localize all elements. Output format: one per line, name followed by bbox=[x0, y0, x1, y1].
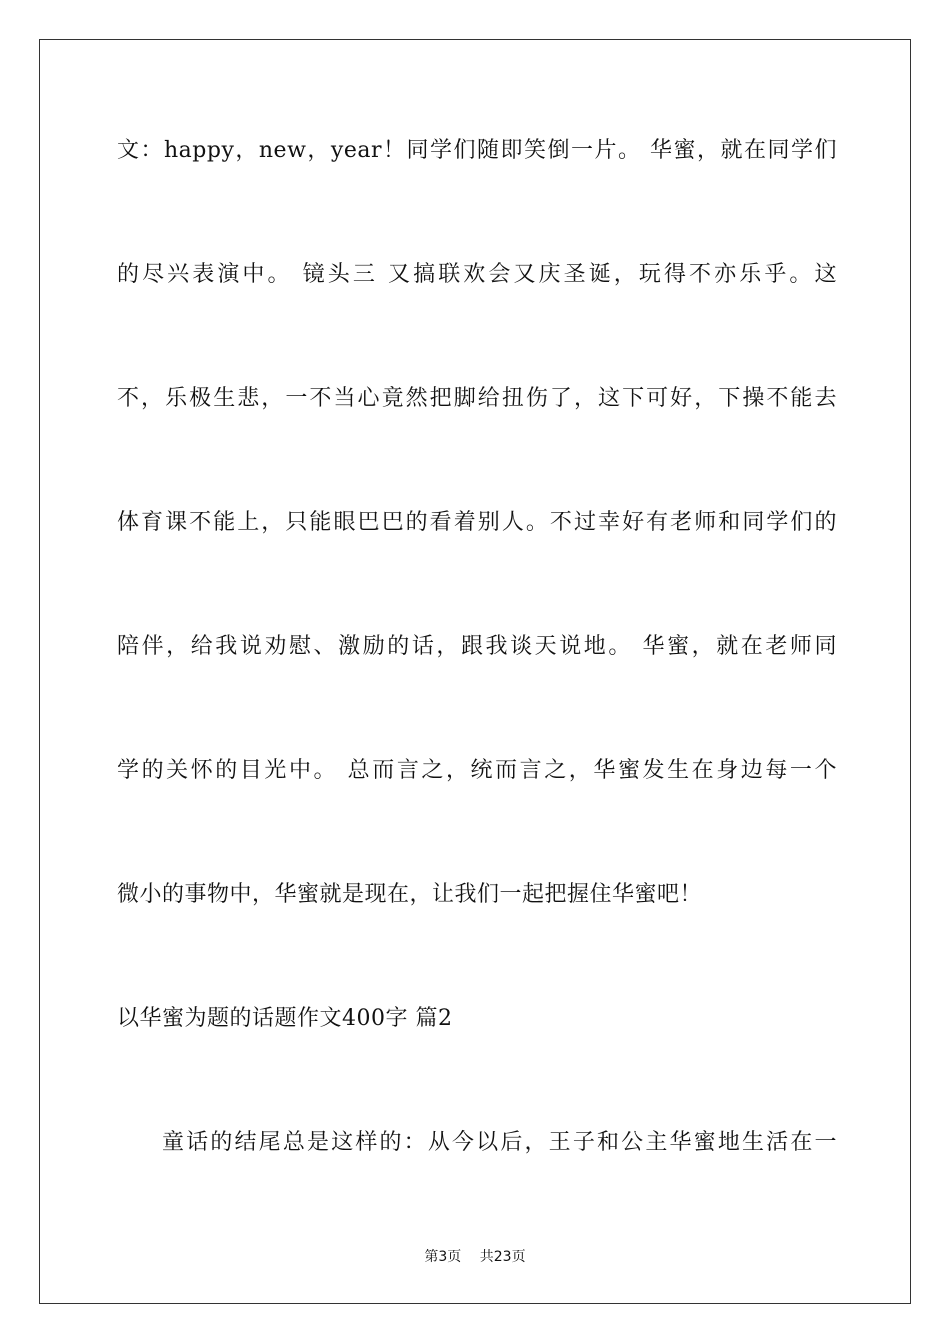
page-border bbox=[39, 39, 911, 1304]
body-line-5: 陪伴，给我说劝慰、激励的话，跟我谈天说地。 华蜜，就在老师同 bbox=[117, 634, 837, 659]
body-line-3: 不，乐极生悲，一不当心竟然把脚给扭伤了，这下可好，下操不能去 bbox=[117, 386, 837, 411]
body-line-2: 的尽兴表演中。 镜头三 又搞联欢会又庆圣诞，玩得不亦乐乎。这 bbox=[117, 262, 837, 287]
page-footer bbox=[0, 1248, 950, 1266]
body-line-1: 文：happy，new，year！同学们随即笑倒一片。 华蜜，就在同学们 bbox=[117, 138, 837, 163]
page-number: 第3页 bbox=[424, 1249, 462, 1265]
body-line-6: 学的关怀的目光中。 总而言之，统而言之，华蜜发生在身边每一个 bbox=[117, 758, 837, 783]
section-heading: 以华蜜为题的话题作文400字 篇2 bbox=[117, 1006, 453, 1031]
body-line-7: 微小的事物中，华蜜就是现在，让我们一起把握住华蜜吧！ bbox=[117, 882, 703, 907]
paragraph-first-line: 童话的结尾总是这样的：从今以后，王子和公主华蜜地生活在一 bbox=[162, 1130, 837, 1155]
body-line-4: 体育课不能上，只能眼巴巴的看着别人。不过幸好有老师和同学们的 bbox=[117, 510, 837, 535]
page-total: 共23页 bbox=[479, 1249, 526, 1265]
